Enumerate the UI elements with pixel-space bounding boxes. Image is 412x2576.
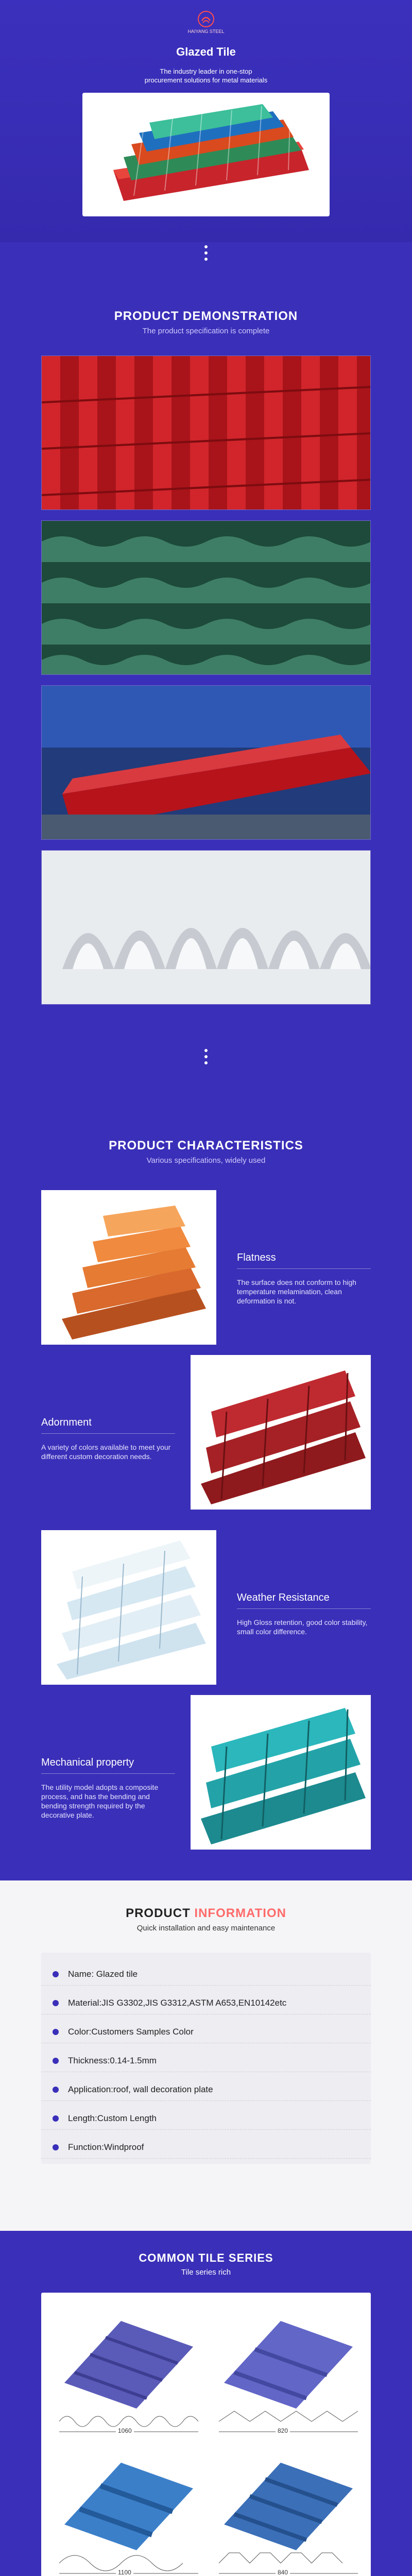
tiles-subtitle: Tile series rich: [181, 2268, 231, 2277]
info-row: Function:Windproof: [41, 2136, 371, 2159]
info-row: Thickness:0.14-1.5mm: [41, 2049, 371, 2072]
info-subtitle: Quick installation and easy maintenance: [136, 1924, 276, 1933]
info-row: Material:JIS G3302,JIS G3312,ASTM A653,EN10142etc: [41, 1992, 371, 2014]
info-title: PRODUCT INFORMATION: [126, 1906, 286, 1920]
bullet-icon: [53, 2029, 59, 2035]
char-desc-weather: High Gloss retention, good color stability, small color difference.: [237, 1618, 368, 1636]
demo-photo-machine: [41, 685, 371, 840]
chars-title: PRODUCT CHARACTERISTICS: [109, 1139, 303, 1153]
bullet-icon: [53, 2087, 59, 2093]
demo-photo-white: [41, 850, 371, 1005]
tile-dim: 1060: [116, 2427, 134, 2434]
tile-series-section: [0, 2231, 412, 2576]
char-title-adornment: Adornment: [41, 1417, 92, 1428]
chars-subtitle: Various specifications, widely used: [146, 1156, 266, 1165]
demo-subtitle: The product specification is complete: [142, 327, 270, 335]
char-desc-flatness: The surface does not conform to high temperature melamination, clean deformation is not.: [237, 1278, 356, 1305]
char-title-weather: Weather Resistance: [237, 1592, 330, 1603]
tile-series-item: [209, 2442, 363, 2576]
info-row: Color:Customers Samples Color: [41, 2021, 371, 2043]
tile-series-panel: [41, 2293, 371, 2576]
info-row: Length:Custom Length: [41, 2107, 371, 2130]
hero-subtitle: The industry leader in one-stop procurement solutions for metal materials: [144, 67, 268, 84]
tile-series-item: [49, 2442, 203, 2576]
separator-dots-2: [203, 1046, 209, 1067]
separator-dots: [0, 242, 412, 263]
tile-series-item: [209, 2300, 363, 2439]
bullet-icon: [53, 2115, 59, 2122]
haiyang-logo-icon: [197, 10, 215, 28]
demo-photo-green: [41, 520, 371, 675]
tile-dim: 820: [276, 2427, 290, 2434]
info-row: Name: Glazed tile: [41, 1963, 371, 1986]
hero-section: [0, 0, 412, 242]
tiles-title: COMMON TILE SERIES: [139, 2251, 273, 2264]
bullet-icon: [53, 2058, 59, 2064]
page-title: Glazed Tile: [176, 45, 236, 58]
char-desc-mechanical: The utility model adopts a composite process, and has the bending and bending strength required by the decorative plate.: [41, 1783, 159, 1819]
tile-dim: 840: [276, 2569, 290, 2576]
demo-title: PRODUCT DEMONSTRATION: [114, 309, 298, 323]
information-section: [0, 1880, 412, 2231]
char-photo-mechanical: [191, 1695, 371, 1850]
char-desc-adornment: A variety of colors available to meet your different custom decoration needs.: [41, 1443, 171, 1461]
logo-text: HAIYANG STEEL: [187, 29, 225, 34]
bullet-icon: [53, 2000, 59, 2006]
demonstration-section: [0, 263, 412, 1128]
tile-dim: 1100: [116, 2569, 133, 2576]
char-photo-flatness: [41, 1190, 216, 1345]
characteristics-section: [0, 1128, 412, 1880]
hero-tile-image: [82, 93, 330, 216]
char-photo-adornment: [191, 1355, 371, 1510]
char-photo-weather: [41, 1530, 216, 1685]
char-title-mechanical: Mechanical property: [41, 1757, 134, 1768]
demo-photo-red: [41, 355, 371, 510]
tile-series-item: [49, 2300, 203, 2439]
info-row: Application:roof, wall decoration plate: [41, 2078, 371, 2101]
char-title-flatness: Flatness: [237, 1252, 276, 1263]
bullet-icon: [53, 1971, 59, 1977]
bullet-icon: [53, 2144, 59, 2150]
